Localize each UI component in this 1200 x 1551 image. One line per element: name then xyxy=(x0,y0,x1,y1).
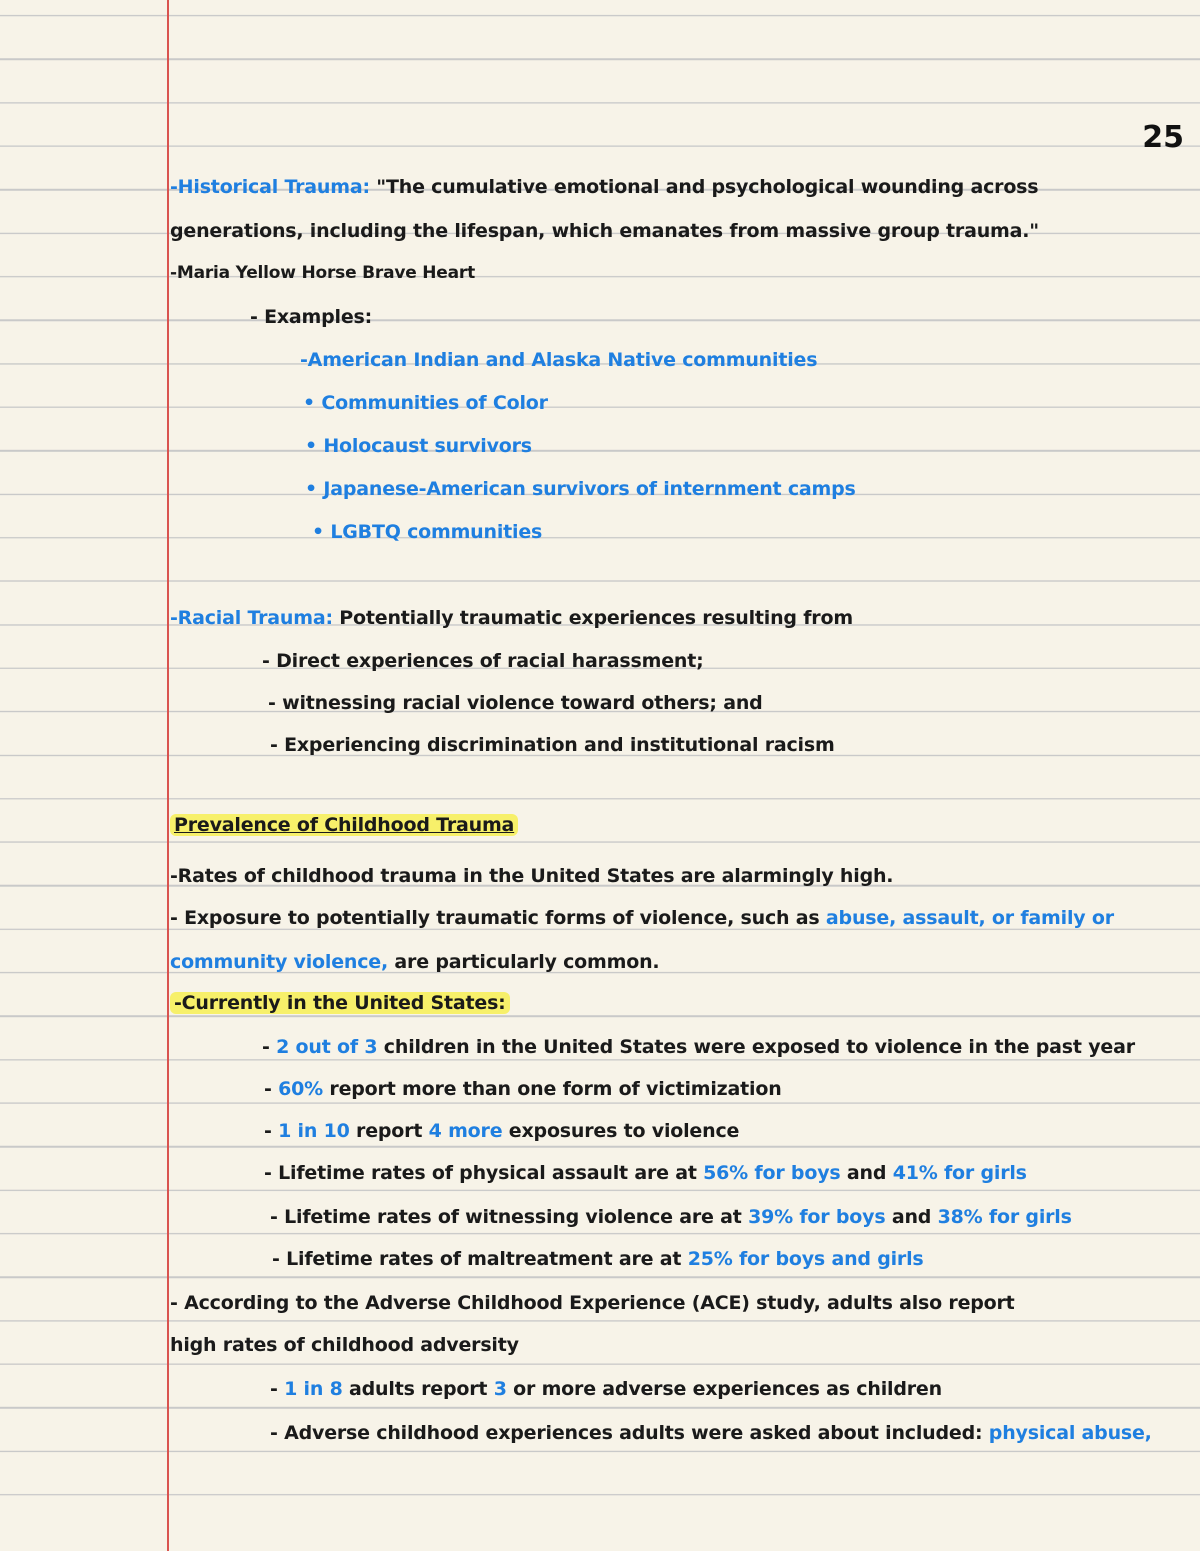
stat-item xyxy=(264,1076,782,1102)
prevalence-line-2-blue: abuse, assault, or family or xyxy=(825,907,1114,929)
prevalence-line-2 xyxy=(170,905,1114,931)
stat-value-2: 4 more xyxy=(428,1120,503,1142)
racial-trauma-item: - Experiencing discrimination and institutional racism xyxy=(270,734,835,756)
stat-item xyxy=(270,1204,1072,1230)
racial-trauma-item: - Direct experiences of racial harassment; xyxy=(262,650,704,672)
stat-prefix: - Lifetime rates of witnessing violence are at xyxy=(270,1206,749,1228)
stat-text: report xyxy=(349,1120,429,1142)
example-item: • Holocaust survivors xyxy=(305,435,532,457)
currently-line xyxy=(170,990,510,1016)
currently-label: -Currently in the United States: xyxy=(170,992,510,1014)
ace-item xyxy=(270,1376,942,1402)
racial-trauma-def: Potentially traumatic experiences resulting from xyxy=(339,607,853,629)
stat-prefix: - xyxy=(264,1078,279,1100)
ace-prefix: - xyxy=(270,1378,285,1400)
stat-value-2: 41% for girls xyxy=(892,1162,1027,1184)
stat-value: 25% for boys and girls xyxy=(687,1248,924,1270)
historical-trauma-source: -Maria Yellow Horse Brave Heart xyxy=(170,263,476,283)
margin-line xyxy=(167,0,169,1551)
ace-line-1: - According to the Adverse Childhood Experience (ACE) study, adults also report xyxy=(170,1292,1015,1314)
historical-trauma-term: -Historical Trauma: xyxy=(170,176,370,198)
prevalence-line-3 xyxy=(170,949,659,975)
stat-text: and xyxy=(840,1162,893,1184)
stat-prefix: - Lifetime rates of maltreatment are at xyxy=(272,1248,688,1270)
stat-text: children in the United States were exposed to violence in the past year xyxy=(377,1036,1135,1058)
stat-value: 56% for boys xyxy=(703,1162,841,1184)
stat-item xyxy=(264,1118,739,1144)
historical-trauma-def-1: "The cumulative emotional and psychological wounding across xyxy=(376,176,1039,198)
stat-value: 1 in 10 xyxy=(278,1120,350,1142)
stat-value: 2 out of 3 xyxy=(276,1036,378,1058)
ace-item xyxy=(270,1420,1152,1446)
stat-value: 39% for boys xyxy=(748,1206,886,1228)
prevalence-line-3-text: are particularly common. xyxy=(388,951,660,973)
stat-item xyxy=(264,1160,1027,1186)
ace-line-2: high rates of childhood adversity xyxy=(170,1334,519,1356)
stat-text: report more than one form of victimization xyxy=(323,1078,782,1100)
example-item: -American Indian and Alaska Native communities xyxy=(300,349,818,371)
stat-item xyxy=(262,1034,1135,1060)
page-number: 25 xyxy=(1142,120,1184,155)
example-item: • Japanese-American survivors of internment camps xyxy=(305,478,856,500)
ace-value-2: 3 xyxy=(493,1378,507,1400)
stat-text: and xyxy=(885,1206,938,1228)
ace-text-2: or more adverse experiences as children xyxy=(506,1378,942,1400)
stat-prefix: - Lifetime rates of physical assault are at xyxy=(264,1162,704,1184)
example-item: • LGBTQ communities xyxy=(312,521,543,543)
ace-prefix: - Adverse childhood experiences adults were asked about included: xyxy=(270,1422,989,1444)
racial-trauma-term: -Racial Trauma: xyxy=(170,607,333,629)
examples-label: - Examples: xyxy=(250,306,373,328)
stat-value-2: 38% for girls xyxy=(937,1206,1072,1228)
ace-value: 1 in 8 xyxy=(284,1378,343,1400)
example-item: • Communities of Color xyxy=(303,392,548,414)
ace-text: adults report xyxy=(342,1378,494,1400)
prevalence-line-2-text: - Exposure to potentially traumatic forms of violence, such as xyxy=(170,907,826,929)
racial-trauma-line xyxy=(170,605,853,631)
prevalence-line-1: -Rates of childhood trauma in the United States are alarmingly high. xyxy=(170,865,894,887)
stat-item xyxy=(272,1246,924,1272)
prevalence-line-3-blue: community violence, xyxy=(170,951,389,973)
prevalence-heading-line xyxy=(170,812,518,838)
prevalence-heading: Prevalence of Childhood Trauma xyxy=(170,814,518,836)
ace-value: physical abuse, xyxy=(988,1422,1152,1444)
stat-value: 60% xyxy=(278,1078,323,1100)
stat-prefix: - xyxy=(264,1120,279,1142)
stat-prefix: - xyxy=(262,1036,277,1058)
racial-trauma-item: - witnessing racial violence toward others; and xyxy=(268,692,763,714)
stat-text-2: exposures to violence xyxy=(502,1120,740,1142)
historical-trauma-def-2: generations, including the lifespan, which emanates from massive group trauma." xyxy=(170,220,1039,242)
historical-trauma-line xyxy=(170,174,1038,200)
